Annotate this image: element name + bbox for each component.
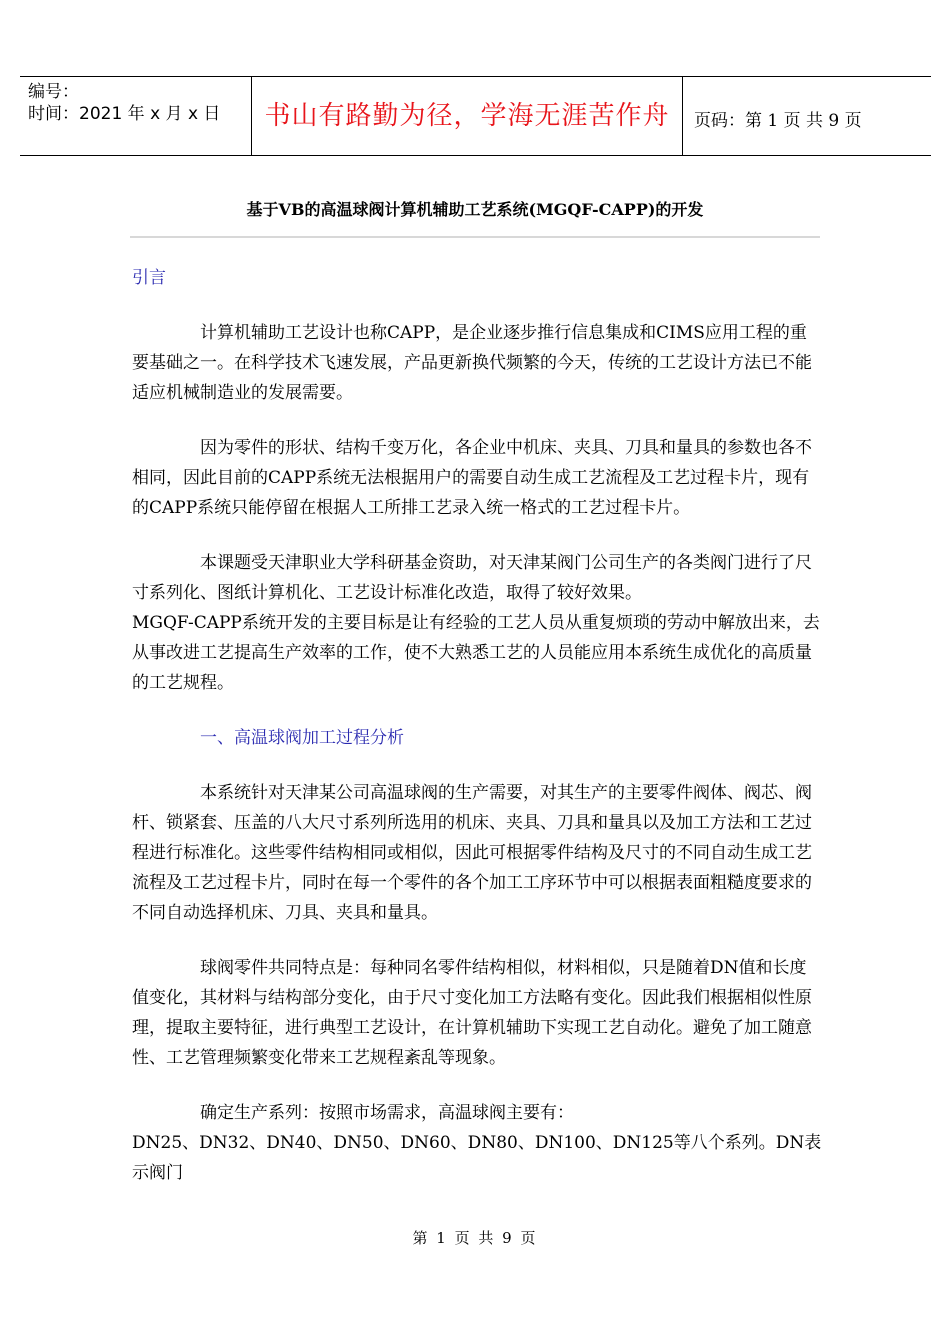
paragraph-4: 本系统针对天津某公司高温球阀的生产需要，对其生产的主要零件阀体、阀芯、阀杆、锁紧套、压盖的八大尺寸系列所选用的机床、夹具、刀具和量具以及加工方法和工艺过程进行标准化。这些零件结构相同或相似，因此可根据零件结构及尺寸的不同自动生成工艺流程及工艺过程卡片，同时在每一个零件的各个加工工序环节中可以根据表面粗糙度要求的不同自动选择机床、刀具、夹具和量具。 [132, 783, 812, 923]
page-footer: 第 1 页 共 9 页 [412, 1229, 538, 1247]
paragraph-5: 球阀零件共同特点是：每种同名零件结构相似，材料相似，只是随着DN值和长度值变化，其材料与结构部分变化，由于尺寸变化加工方法略有变化。因此我们根据相似性原理，提取主要特征，进行典型工艺设计，在计算机辅助下实现工艺自动化。避免了加工随意性、工艺管理频繁变化带来工艺规程紊乱等现象。 [132, 958, 812, 1068]
intro-heading: 引言 [132, 268, 166, 288]
number-label: 编号： [28, 82, 79, 102]
paragraph-3a: 本课题受天津职业大学科研基金资助，对天津某阀门公司生产的各类阀门进行了尺寸系列化、图纸计算机化、工艺设计标准化改造，取得了较好效果。 [132, 553, 812, 603]
header-page-label: 页码：第 1 页 共 9 页 [694, 111, 862, 131]
paragraph-6a: 确定生产系列：按照市场需求，高温球阀主要有： [200, 1103, 574, 1123]
paragraph-2: 因为零件的形状、结构千变万化，各企业中机床、夹具、刀具和量具的参数也各不相同，因此目前的CAPP系统无法根据用户的需要自动生成工艺流程及工艺过程卡片，现有的CAPP系统只能停留在根据人工所排工艺录入统一格式的工艺过程卡片。 [132, 438, 812, 518]
paragraph-3b: MGQF-CAPP系统开发的主要目标是让有经验的工艺人员从重复烦琐的劳动中解放出来，去从事改进工艺提高生产效率的工作，使不大熟悉工艺的人员能应用本系统生成优化的高质量的工艺规程。 [132, 613, 820, 693]
paragraph-6b: DN25、DN32、DN40、DN50、DN60、DN80、DN100、DN125等八个系列。DN表示阀门 [132, 1133, 822, 1183]
page-header [20, 76, 931, 156]
section-1-heading: 一、高温球阀加工过程分析 [200, 728, 404, 748]
document-body [132, 263, 822, 1188]
header-motto: 书山有路勤为径，学海无涯苦作舟 [252, 77, 683, 155]
header-meta [20, 77, 252, 155]
time-label: 时间：2021 年 x 月 x 日 [28, 104, 221, 124]
paragraph-1: 计算机辅助工艺设计也称CAPP，是企业逐步推行信息集成和CIMS应用工程的重要基础之一。在科学技术飞速发展，产品更新换代频繁的今天，传统的工艺设计方法已不能适应机械制造业的发展需要。 [132, 323, 812, 403]
document-title: 基于VB的高温球阀计算机辅助工艺系统(MGQF-CAPP)的开发 [246, 200, 704, 219]
title-divider [130, 236, 820, 238]
